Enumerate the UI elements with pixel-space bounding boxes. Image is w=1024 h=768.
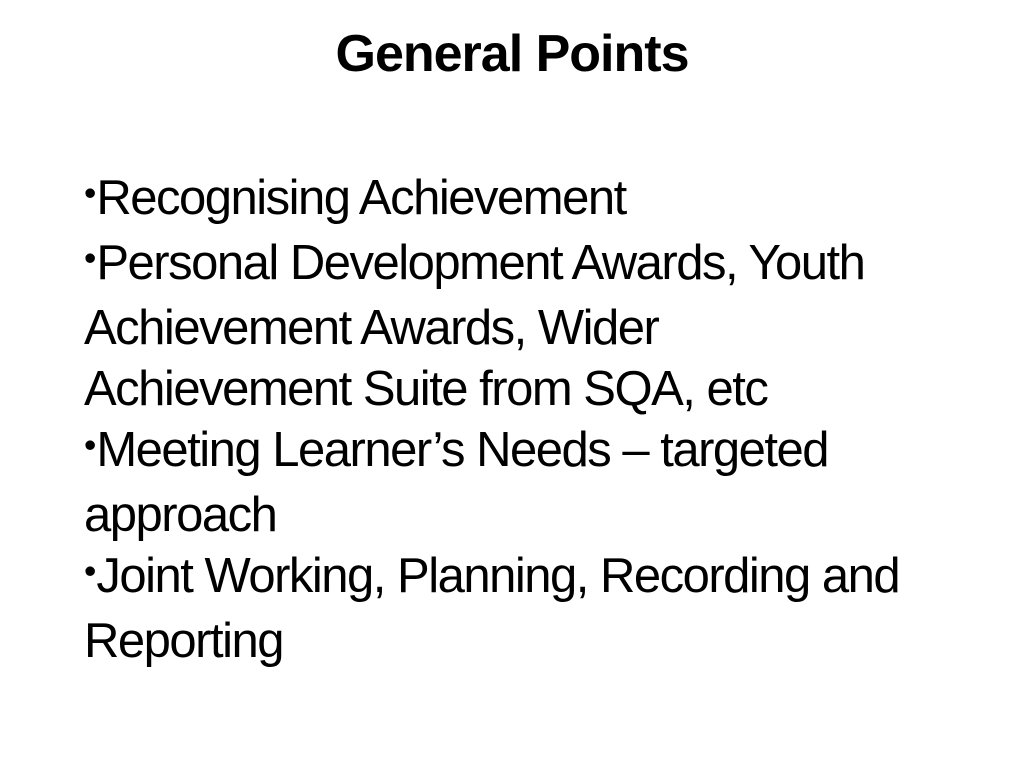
bullet-text: Recognising Achievement [96,171,626,225]
bullet-text: Achievement Awards, Wider [84,301,659,355]
slide-title: General Points [335,25,689,83]
continuation-line [84,298,984,359]
bullet-line [84,168,984,233]
continuation-line [84,485,984,546]
bullet-text: Joint Working, Planning, Recording and [96,549,900,603]
bullet-line [84,546,984,611]
continuation-line [84,359,984,420]
bullet-text: Meeting Learner’s Needs – targeted [96,423,829,477]
bullet-marker: • [84,174,97,213]
bullet-text: approach [84,488,277,542]
slide-body-text-block [84,168,984,672]
bullet-marker: • [84,426,97,465]
bullet-text: Achievement Suite from SQA, etc [84,362,768,416]
bullet-text: Personal Development Awards, Youth [96,236,865,290]
bullet-line [84,233,984,298]
bullet-text: Reporting [84,614,283,668]
continuation-line [84,611,984,672]
bullet-marker: • [84,239,97,278]
bullet-marker: • [84,552,97,591]
bullet-line [84,420,984,485]
